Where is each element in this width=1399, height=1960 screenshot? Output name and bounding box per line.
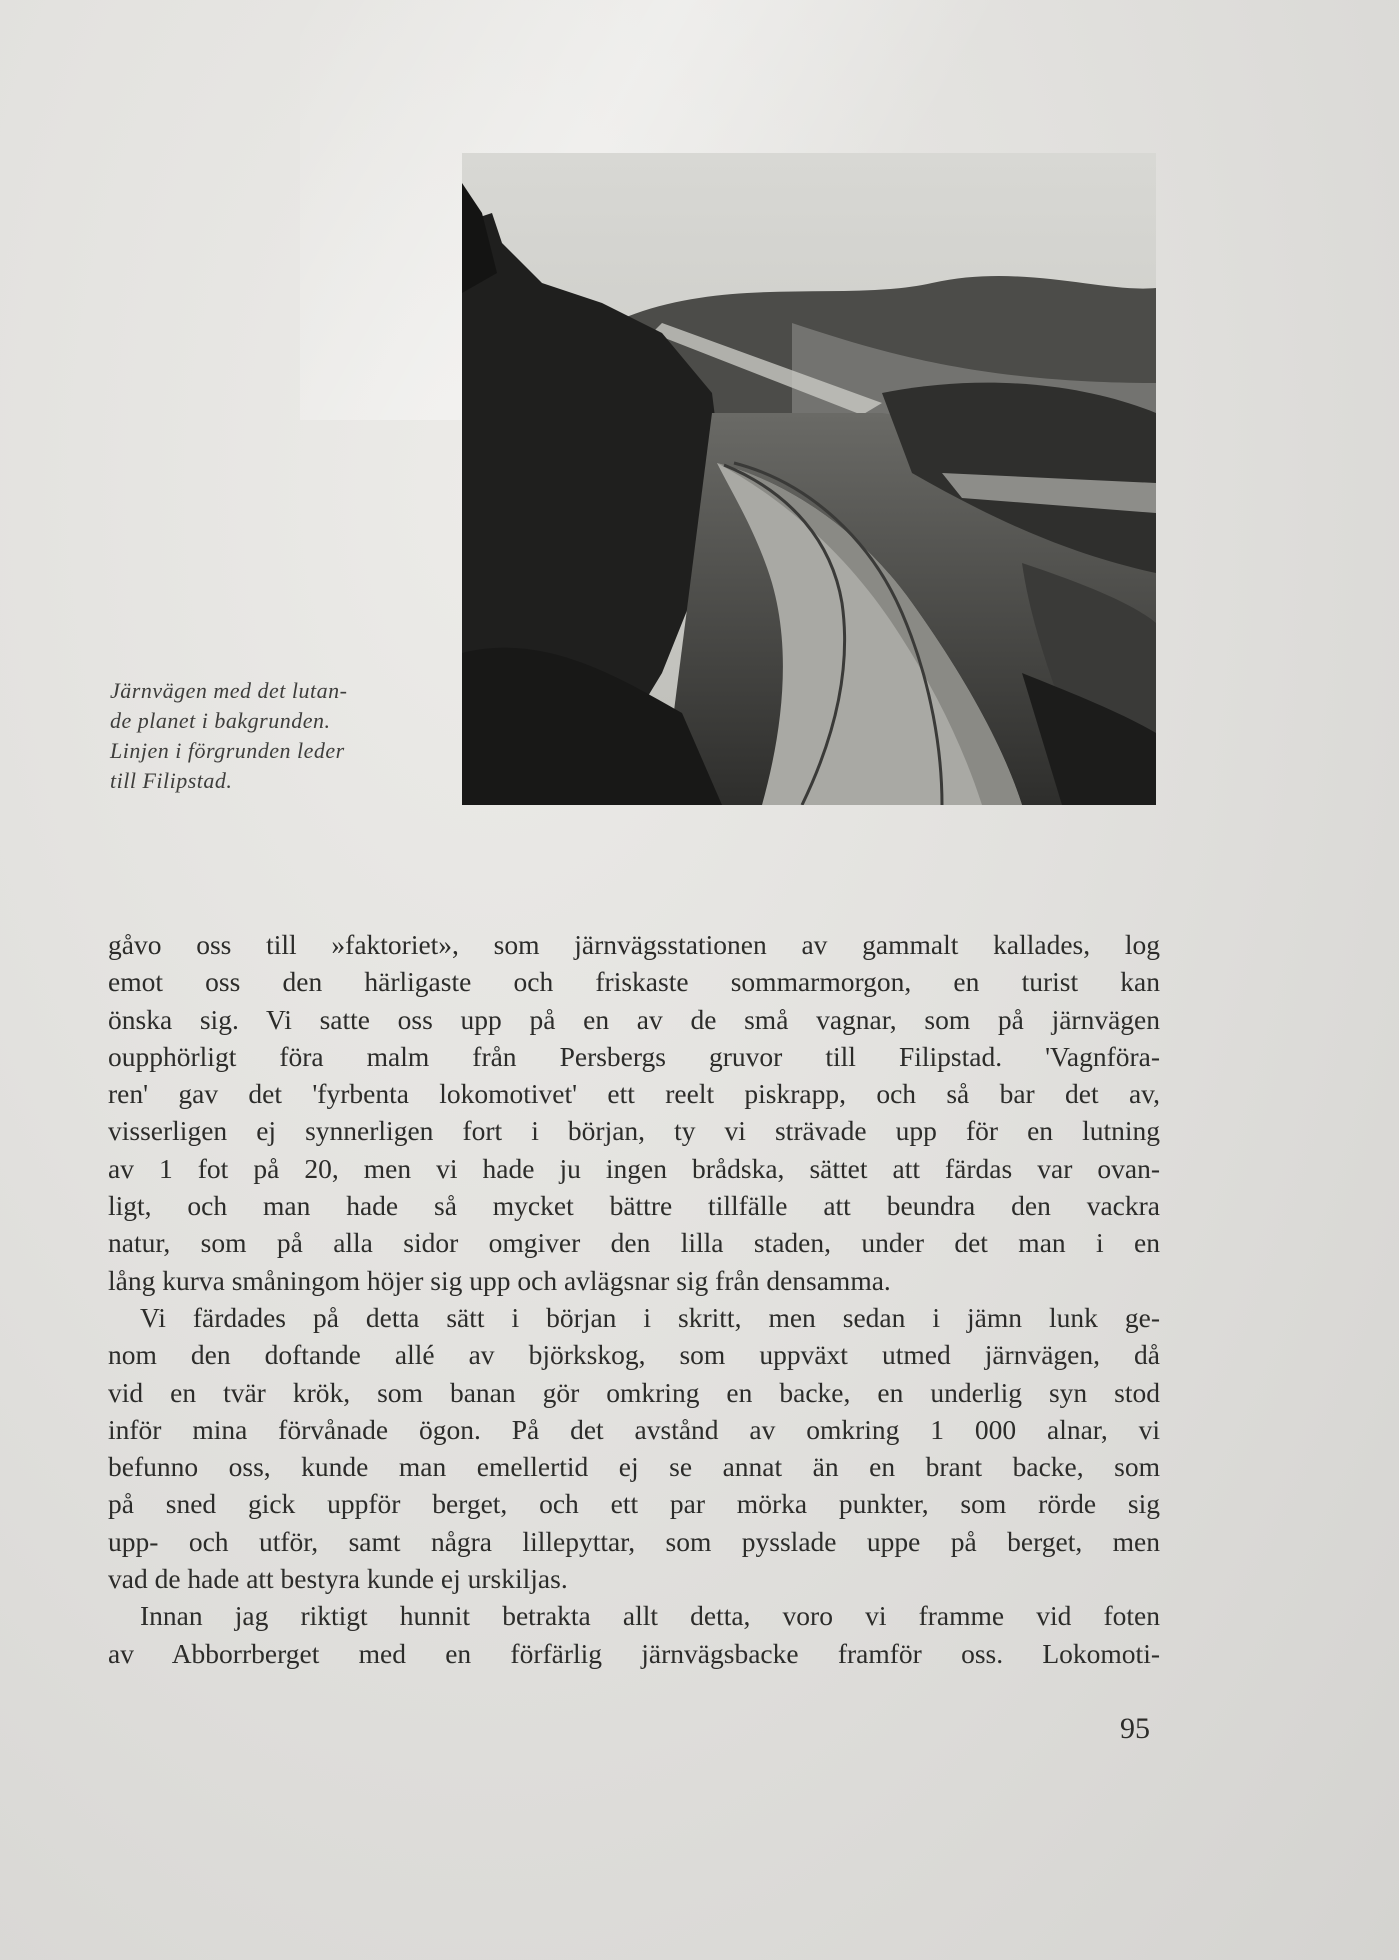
text-line: av Abborrberget med en förfärlig järnvägsbacke framför oss. Lokomoti-	[108, 1637, 1160, 1669]
text-line: lång kurva småningom höjer sig upp och avlägsnar sig från densamma.	[108, 1264, 891, 1296]
text-line: av 1 fot på 20, men vi hade ju ingen brådska, sättet att färdas var ovan-	[108, 1152, 1160, 1184]
text-line: vid en tvär krök, som banan gör omkring en backe, en underlig syn stod	[108, 1376, 1160, 1408]
railway-landscape-photo	[462, 153, 1156, 805]
photo-caption	[110, 676, 450, 796]
text-line: befunno oss, kunde man emellertid ej se annat än en brant backe, som	[108, 1451, 1160, 1483]
text-line: på sned gick uppför berget, och ett par mörka punkter, som rörde sig	[108, 1488, 1160, 1520]
text-line: gåvo oss till »faktoriet», som järnvägsstationen av gammalt kallades, log	[108, 929, 1160, 960]
text-line: önska sig. Vi satte oss upp på en av de små vagnar, som på järnvägen	[108, 1003, 1160, 1035]
text-line: inför mina förvånade ögon. På det avstånd av omkring 1 000 alnar, vi	[108, 1413, 1160, 1445]
text-line: ligt, och man hade så mycket bättre tillfälle att beundra den vackra	[108, 1190, 1160, 1222]
body-text	[108, 926, 1160, 1672]
caption-line: Järnvägen med det lutan-	[110, 678, 348, 703]
text-line: upp- och utför, samt några lillepyttar, som pysslade uppe på berget, men	[108, 1525, 1160, 1557]
caption-line: till Filipstad.	[110, 768, 233, 793]
text-line: emot oss den härligaste och friskaste sommarmorgon, en turist kan	[108, 966, 1160, 998]
caption-line: Linjen i förgrunden leder	[110, 738, 345, 763]
page-number: 95	[1120, 1712, 1150, 1745]
text-line: ren' gav det 'fyrbenta lokomotivet' ett reelt piskrapp, och så bar det av,	[108, 1078, 1160, 1110]
text-line: Innan jag riktigt hunnit betrakta allt detta, voro vi framme vid foten	[140, 1600, 1160, 1632]
photo-illustration	[462, 153, 1156, 805]
text-line: Vi färdades på detta sätt i början i skritt, men sedan i jämn lunk ge-	[140, 1301, 1160, 1333]
text-line: nom den doftande allé av björkskog, som uppväxt utmed järnvägen, då	[108, 1339, 1160, 1371]
text-line: visserligen ej synnerligen fort i början, ty vi strävade upp för en lutning	[108, 1115, 1160, 1147]
caption-line: de planet i bakgrunden.	[110, 708, 331, 733]
text-line: vad de hade att bestyra kunde ej urskiljas.	[108, 1563, 568, 1595]
text-line: natur, som på alla sidor omgiver den lilla staden, under det man i en	[108, 1227, 1160, 1259]
text-line: oupphörligt föra malm från Persbergs gruvor till Filipstad. 'Vagnföra-	[108, 1040, 1160, 1072]
